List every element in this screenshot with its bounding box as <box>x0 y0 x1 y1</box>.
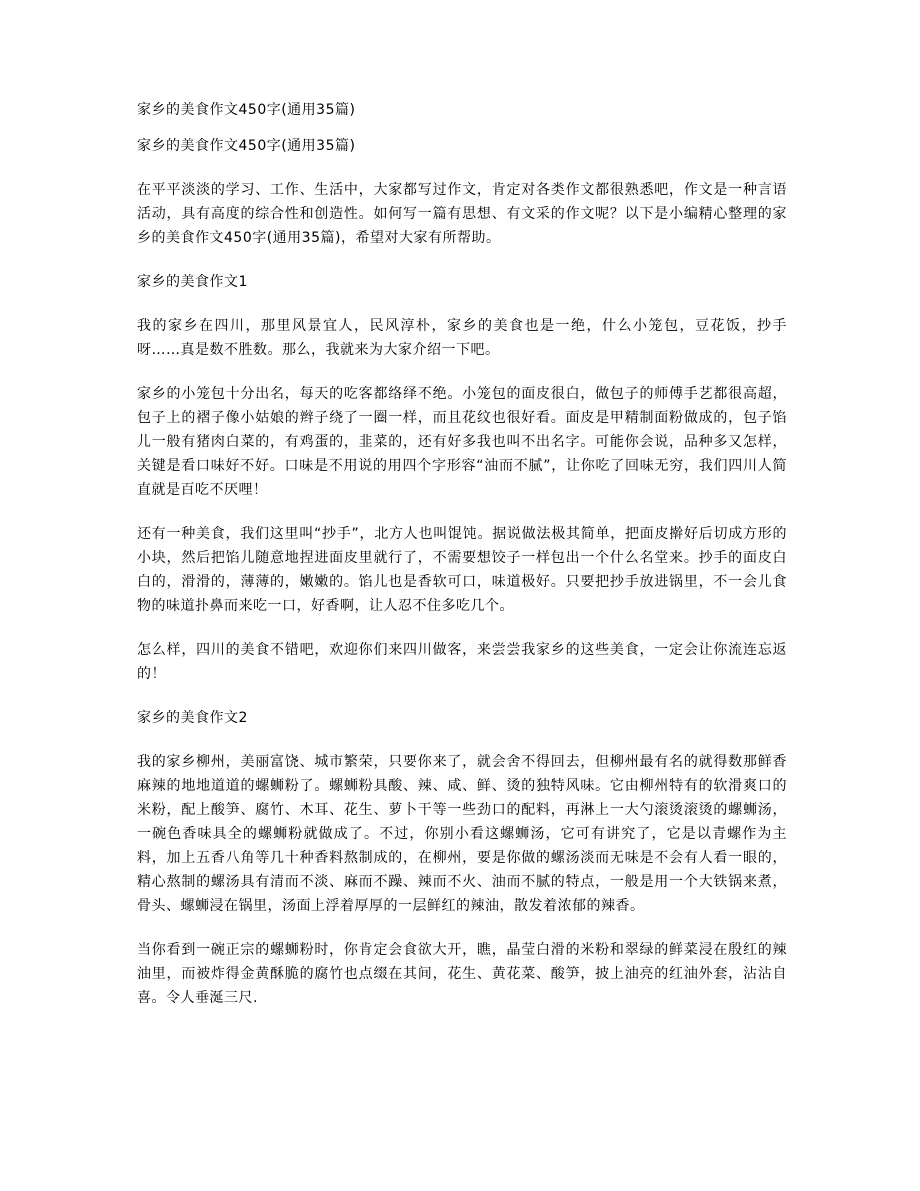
essay-paragraph: 家乡的小笼包十分出名，每天的吃客都络绎不绝。小笼包的面皮很白，做包子的师傅手艺都很高超，包子上的褶子像小姑娘的辫子绕了一圈一样，而且花纹也很好看。面皮是甲精制面粉做成的，包子馅儿一般有猪肉白菜的，有鸡蛋的，韭菜的，还有好多我也叫不出名字。可能你会说，品种多又怎样，关键是看口味好不好。口味是不用说的用四个字形容“油而不腻”，让你吃了回味无穷，我们四川人简直就是百吃不厌哩！ <box>137 386 787 498</box>
essay-heading: 家乡的美食作文1 <box>137 274 248 290</box>
essay-paragraph: 我的家乡柳州，美丽富饶、城市繁荣，只要你来了，就会舍不得回去，但柳州最有名的就得数那鲜香麻辣的地地道道的螺蛳粉了。螺蛳粉具酸、辣、咸、鲜、烫的独特风味。它由柳州特有的软滑爽口的米粉，配上酸笋、腐竹、木耳、花生、萝卜干等一些劲口的配料，再淋上一大勺滚烫滚烫的螺蛳汤，一碗色香味具全的螺蛳粉就做成了。不过，你别小看这螺蛳汤，它可有讲究了，它是以青螺作为主料，加上五香八角等几十种香料熬制成的，在柳州，要是你做的螺汤淡而无味是不会有人看一眼的，精心熬制的螺汤具有清而不淡、麻而不躁、辣而不火、油而不腻的特点，一般是用一个大铁锅来煮，骨头、螺蛳浸在锅里，汤面上浮着厚厚的一层鲜红的辣油，散发着浓郁的辣香。 <box>137 754 787 914</box>
essay-paragraph: 我的家乡在四川，那里风景宜人，民风淳朴，家乡的美食也是一绝，什么小笼包，豆花饭，抄手呀……真是数不胜数。那么，我就来为大家介绍一下吧。 <box>137 318 787 358</box>
document-title: 家乡的美食作文450字(通用35篇) <box>137 102 356 118</box>
essay-paragraph: 当你看到一碗正宗的螺蛳粉时，你肯定会食欲大开，瞧，晶莹白滑的米粉和翠绿的鲜菜浸在殷红的辣油里，而被炸得金黄酥脆的腐竹也点缀在其间，花生、黄花菜、酸笋，披上油亮的红油外套，沾沾自喜。令人垂涎三尺. <box>137 942 787 1006</box>
essay-paragraph: 怎么样，四川的美食不错吧，欢迎你们来四川做客，来尝尝我家乡的这些美食，一定会让你流连忘返的！ <box>137 642 787 682</box>
document-page <box>137 98 787 1030</box>
essay-paragraph: 还有一种美食，我们这里叫“抄手”，北方人也叫馄饨。据说做法极其简单，把面皮擀好后切成方形的小块，然后把馅儿随意地捏进面皮里就行了，不需要想饺子一样包出一个什么名堂来。抄手的面皮白白的，滑滑的，薄薄的，嫩嫩的。馅儿也是香软可口，味道极好。只要把抄手放进锅里，不一会儿食物的味道扑鼻而来吃一口，好香啊，让人忍不住多吃几个。 <box>137 526 787 614</box>
essay-heading: 家乡的美食作文2 <box>137 710 248 726</box>
intro-paragraph: 在平平淡淡的学习、工作、生活中，大家都写过作文，肯定对各类作文都很熟悉吧，作文是一种言语活动，具有高度的综合性和创造性。如何写一篇有思想、有文采的作文呢？以下是小编精心整理的家乡的美食作文450字(通用35篇)，希望对大家有所帮助。 <box>137 182 787 246</box>
document-subtitle: 家乡的美食作文450字(通用35篇) <box>137 138 356 154</box>
